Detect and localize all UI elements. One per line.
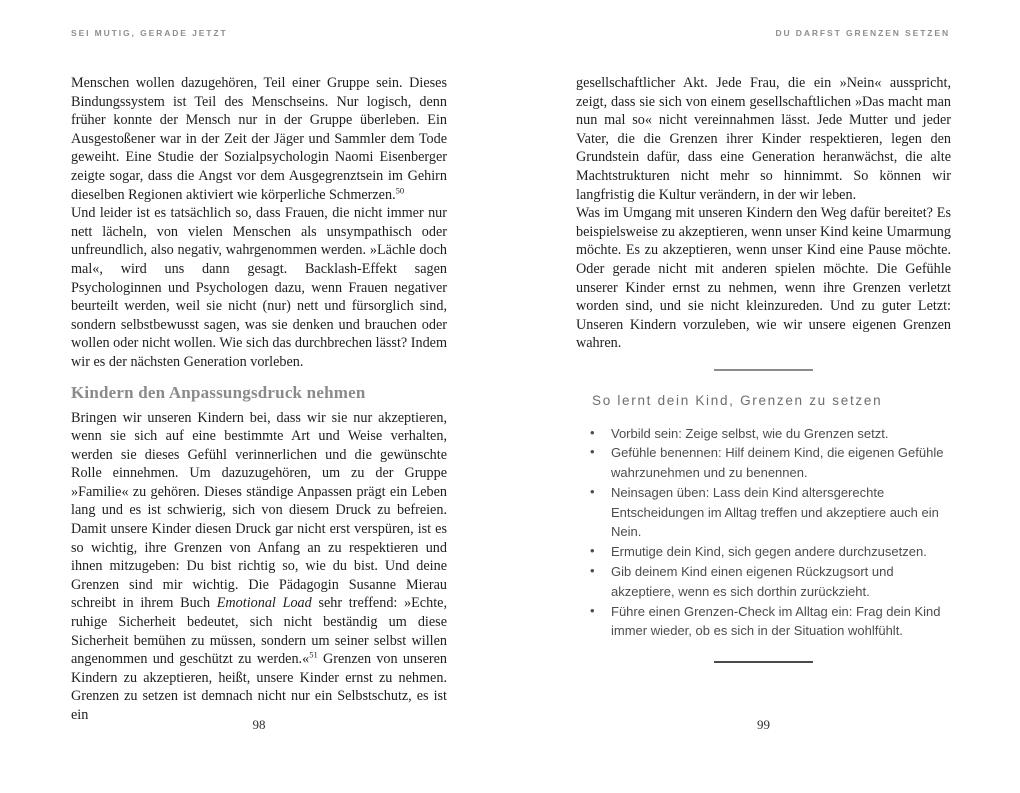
page-number-left: 98	[252, 717, 266, 732]
tip-box	[576, 369, 951, 663]
tip-list-item: • Gefühle benennen: Hilf deinem Kind, die eigenen Gefühle wahrzunehmen und zu benennen.	[611, 443, 951, 483]
text-run: Bringen wir unseren Kindern bei, dass wir sie nur akzeptieren, wenn sie sich auf eine bestimmte Art und Weise verhalten, werden sie dieses Gefühl verinnerlichen und die gewünschte Rolle einnehmen. Um dazuzugehören, um zu der Gruppe »Familie« zu gehören. Dieses ständige Anpassen prägt ein Leben lang und es ist schwierig, sich von diesem Druck zu befreien. Damit unsere Kinder diesen Druck gar nicht erst verspüren, ist es so wichtig, ihre Grenzen von Anfang an zu respektieren und ihnen mitzugeben: Du bist richtig so, wie du bist. Und deine Grenzen sind mir wichtig. Die Pädagogin Susanne Mierau schreibt in ihrem Buch	[71, 409, 447, 612]
paragraph-bonding	[71, 74, 447, 204]
paragraph-anpassungsdruck	[71, 409, 447, 725]
text-run: Grenzen von unseren Kindern zu akzeptieren, heißt, unsere Kinder ernst zu nehmen. Grenzen zu setzen ist demnach nicht nur ein Selbstschutz, es ist ein	[71, 651, 447, 723]
tip-list	[576, 424, 951, 642]
tip-list-item: • Vorbild sein: Zeige selbst, wie du Grenzen setzt.	[611, 424, 951, 444]
left-page-body	[71, 74, 447, 725]
footnote-ref-50: 50	[395, 184, 405, 195]
running-head-left: SEI MUTIG, GERADE JETZT	[71, 28, 228, 38]
paragraph-umgang: Was im Umgang mit unseren Kindern den Weg dafür bereitet? Es beispielsweise zu akzeptieren, wenn unser Kind keine Umarmung möchte. Es zu akzeptieren, wenn unser Kind eine Pause möchte. Oder gerade nicht mit anderen spielen möchte. Die Gefühle unserer Kinder ernst zu nehmen, wenn ihre Grenzen verletzt worden sind, und sie nicht kleinzureden. Und zu guter Letzt: Unseren Kindern vorzuleben, wie wir unsere eigenen Grenzen wahren.	[576, 205, 951, 352]
page-number-right: 99	[757, 717, 770, 732]
tip-list-item: • Gib deinem Kind einen eigenen Rückzugsort und akzeptiere, wenn es sich dorthin zurückzieht.	[611, 562, 951, 602]
text-run: sehr treffend: »Echte, ruhige Sicherheit bedeutet, sich nicht beständig um diese Sicherheit bemühen zu müssen, sondern um seiner selbst willen angenommen und geschützt zu werden.«	[71, 595, 447, 668]
book-title-emphasis: Emotional Load	[216, 595, 312, 612]
tip-box-heading: So lernt dein Kind, Grenzen zu setzen	[592, 392, 883, 408]
text-run: Menschen wollen dazugehören, Teil einer Gruppe sein. Dieses Bindungssystem ist Teil des Menschseins. Nur logisch, denn früher konnte der Mensch nur in der Gruppe überleben. Ein Ausgestoßener war in der Zeit der Jäger und Sammler dem Tode geweiht. Eine Studie der Sozialpsychologin Naomi Eisenberger zeigte sogar, dass die Angst vor dem Ausgegrenztsein im Gehirn dieselben Regionen aktiviert wie körperliche Schmerzen.	[71, 75, 447, 203]
paragraph-gesellschaft: gesellschaftlicher Akt. Jede Frau, die ein »Nein« ausspricht, zeigt, dass sie sich von einem gesellschaftlichen »Das macht man nun mal so« nicht vereinnahmen lässt. Jede Mutter und jeder Vater, die die Grenzen ihrer Kinder respektieren, legen den Grundstein dafür, dass eine Generation heranwächst, die alte Machtstrukturen nicht mehr so hinnimmt. So können wir langfristig die Kultur verändern, in der wir leben.	[576, 75, 951, 203]
paragraph-backlash: Und leider ist es tatsächlich so, dass Frauen, die nicht immer nur nett lächeln, von vielen Menschen als unsympathisch oder unfreundlich, also negativ, wahrgenommen werden. »Lächle doch mal«, wird uns dann gesagt. Backlash-Effekt sagen Psychologinnen und Psychologen dazu, wenn Frauen negativer beurteilt werden, weil sie nicht (nur) nett und fürsorglich sind, sondern selbstbewusst sagen, was sie denken und brauchen oder wollen oder nicht wollen. Wie sich das durchbrechen lässt? Indem wir es der nächsten Generation vorleben.	[71, 205, 447, 370]
tip-list-item: • Führe einen Grenzen-Check im Alltag ein: Frag dein Kind immer wieder, ob es sich in der Situation wohlfühlt.	[611, 602, 951, 642]
right-page-body	[576, 74, 951, 663]
running-head-right: DU DARFST GRENZEN SETZEN	[775, 28, 950, 38]
footnote-ref-51: 51	[309, 649, 318, 660]
section-heading: Kindern den Anpassungsdruck nehmen	[71, 382, 366, 402]
tip-list-item: • Ermutige dein Kind, sich gegen andere durchzusetzen.	[611, 542, 951, 562]
divider-top	[714, 369, 813, 371]
tip-list-item: • Neinsagen üben: Lass dein Kind altersgerechte Entscheidungen im Alltag treffen und akzeptiere auch ein Nein.	[611, 483, 951, 542]
divider-bottom	[714, 661, 813, 663]
